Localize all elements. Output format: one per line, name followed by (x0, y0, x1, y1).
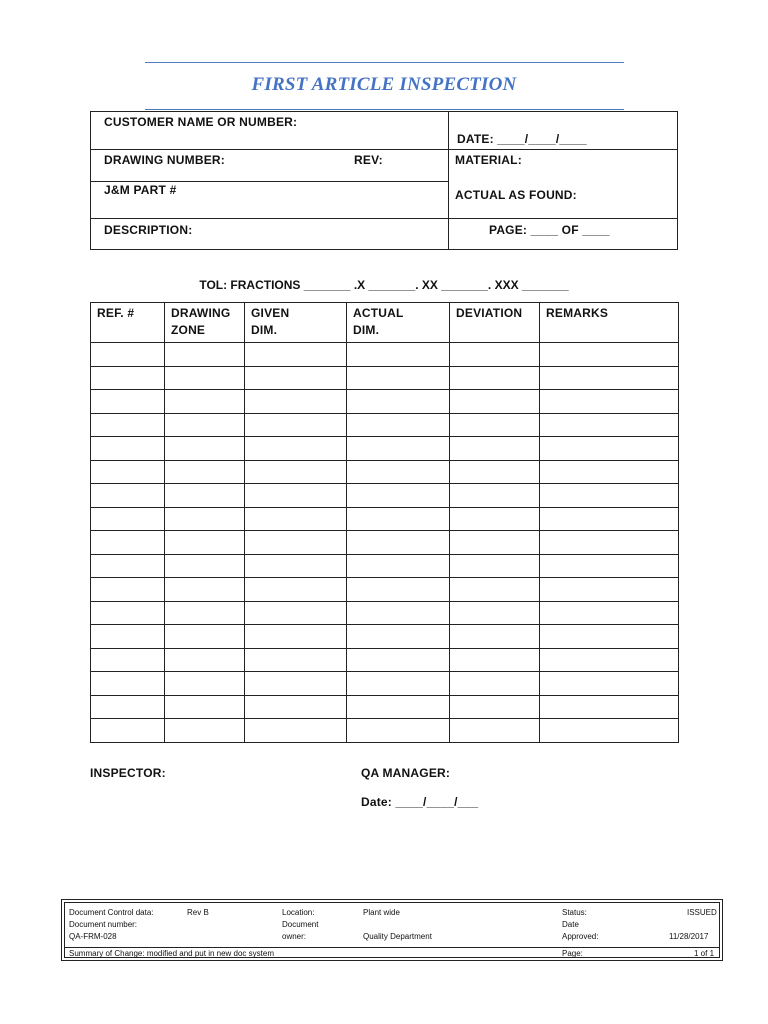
table-cell (91, 719, 165, 743)
approved-date: 11/28/2017 (669, 932, 709, 941)
table-cell (450, 343, 540, 367)
approved-label: Approved: (562, 932, 599, 941)
col-header-remarks: REMARKS (540, 303, 679, 343)
table-cell (450, 413, 540, 437)
col-header-drawing-zone: DRAWING ZONE (165, 303, 245, 343)
doc-number-label: Document number: (69, 920, 138, 929)
header-box (90, 111, 678, 250)
col-header-deviation: DEVIATION (450, 303, 540, 343)
table-cell (165, 460, 245, 484)
doc-number-value: QA-FRM-028 (69, 932, 117, 941)
table-cell (245, 601, 347, 625)
table-cell (347, 719, 450, 743)
table-cell (450, 507, 540, 531)
material-label: MATERIAL: (455, 153, 522, 167)
table-cell (347, 531, 450, 555)
table-cell (540, 437, 679, 461)
table-cell (91, 531, 165, 555)
table-cell (347, 672, 450, 696)
table-cell (450, 625, 540, 649)
table-cell (540, 366, 679, 390)
table-cell (165, 507, 245, 531)
table-cell (540, 554, 679, 578)
table-cell (91, 695, 165, 719)
table-cell (91, 648, 165, 672)
table-cell (540, 484, 679, 508)
header-rule-left-1 (91, 149, 448, 150)
table-cell (245, 390, 347, 414)
table-cell (165, 413, 245, 437)
qa-manager-label: QA MANAGER: (361, 766, 451, 780)
table-cell (450, 366, 540, 390)
table-row (91, 601, 679, 625)
signature-date-label: Date: ____/____/___ (361, 795, 479, 809)
title-rule (145, 109, 624, 110)
table-cell (165, 554, 245, 578)
table-cell (540, 460, 679, 484)
part-number-label: J&M PART # (104, 183, 177, 197)
status-label: Status: (562, 908, 587, 917)
table-cell (347, 695, 450, 719)
table-cell (245, 343, 347, 367)
header-rule-left-2 (91, 181, 448, 182)
inspection-table (90, 302, 679, 743)
location-value: Plant wide (363, 908, 400, 917)
table-cell (540, 343, 679, 367)
col-header-ref: REF. # (91, 303, 165, 343)
table-cell (245, 625, 347, 649)
location-label: Location: (282, 908, 315, 917)
col-header-given-dim: GIVEN DIM. (245, 303, 347, 343)
status-value: ISSUED (687, 908, 717, 917)
table-cell (245, 695, 347, 719)
table-cell (165, 648, 245, 672)
table-cell (540, 719, 679, 743)
table-cell (540, 695, 679, 719)
table-cell (165, 625, 245, 649)
table-row (91, 460, 679, 484)
table-cell (165, 366, 245, 390)
table-cell (347, 484, 450, 508)
table-cell (450, 648, 540, 672)
table-cell (245, 672, 347, 696)
table-cell (165, 672, 245, 696)
header-rule-3 (91, 218, 677, 219)
table-cell (91, 507, 165, 531)
table-cell (347, 601, 450, 625)
table-cell (450, 484, 540, 508)
table-cell (450, 719, 540, 743)
page-of-label: PAGE: ____ OF ____ (489, 223, 610, 237)
table-cell (450, 437, 540, 461)
inspector-label: INSPECTOR: (90, 766, 166, 780)
table-cell (540, 578, 679, 602)
table-row (91, 578, 679, 602)
page-value: 1 of 1 (694, 949, 715, 958)
doc-control-label: Document Control data: (69, 908, 154, 917)
table-cell (347, 437, 450, 461)
table-cell (347, 343, 450, 367)
table-cell (165, 601, 245, 625)
table-row (91, 648, 679, 672)
document-control-box (61, 899, 723, 961)
table-cell (91, 554, 165, 578)
table-cell (91, 578, 165, 602)
table-cell (91, 672, 165, 696)
owner-value: Quality Department (363, 932, 432, 941)
table-cell (450, 554, 540, 578)
table-cell (91, 366, 165, 390)
table-cell (165, 484, 245, 508)
table-cell (540, 413, 679, 437)
table-cell (91, 484, 165, 508)
table-cell (165, 531, 245, 555)
table-cell (245, 460, 347, 484)
description-label: DESCRIPTION: (104, 223, 193, 237)
table-cell (91, 437, 165, 461)
table-row (91, 554, 679, 578)
drawing-number-label: DRAWING NUMBER: (104, 153, 225, 167)
page-label: Page: (562, 949, 583, 958)
document-label: Document (282, 920, 319, 929)
table-cell (165, 695, 245, 719)
table-cell (91, 343, 165, 367)
table-cell (347, 390, 450, 414)
table-row (91, 719, 679, 743)
table-cell (245, 578, 347, 602)
table-cell (91, 601, 165, 625)
table-row (91, 366, 679, 390)
actual-as-found-label: ACTUAL AS FOUND: (455, 188, 577, 202)
table-cell (347, 413, 450, 437)
table-row (91, 507, 679, 531)
document-control-inner (64, 902, 720, 958)
table-row (91, 484, 679, 508)
table-cell (540, 601, 679, 625)
table-cell (245, 366, 347, 390)
table-cell (450, 695, 540, 719)
tolerance-line: TOL: FRACTIONS _______ .X _______. XX _______. XXX _______ (199, 278, 569, 292)
table-cell (245, 437, 347, 461)
table-row (91, 531, 679, 555)
table-cell (165, 719, 245, 743)
table-cell (91, 460, 165, 484)
table-row (91, 390, 679, 414)
table-cell (91, 413, 165, 437)
table-cell (450, 460, 540, 484)
table-cell (450, 578, 540, 602)
form-title: FIRST ARTICLE INSPECTION (251, 74, 517, 95)
table-cell (91, 390, 165, 414)
table-header-row (91, 303, 679, 343)
table-row (91, 672, 679, 696)
table-cell (347, 460, 450, 484)
header-divider (448, 112, 449, 249)
top-rule (145, 62, 624, 63)
customer-name-label: CUSTOMER NAME OR NUMBER: (104, 115, 298, 129)
table-cell (245, 719, 347, 743)
table-cell (245, 648, 347, 672)
table-cell (165, 343, 245, 367)
table-row (91, 625, 679, 649)
table-cell (347, 625, 450, 649)
table-cell (245, 507, 347, 531)
table-cell (347, 648, 450, 672)
table-cell (245, 484, 347, 508)
summary-divider (65, 947, 719, 948)
owner-label: owner: (282, 932, 307, 941)
table-cell (165, 578, 245, 602)
table-cell (165, 390, 245, 414)
table-cell (165, 437, 245, 461)
table-cell (540, 625, 679, 649)
date-label: Date (562, 920, 579, 929)
table-row (91, 413, 679, 437)
table-cell (245, 531, 347, 555)
table-row (91, 695, 679, 719)
table-cell (347, 507, 450, 531)
table-cell (245, 554, 347, 578)
table-body (91, 343, 679, 743)
table-row (91, 343, 679, 367)
table-cell (91, 625, 165, 649)
summary-of-change: Summary of Change: modified and put in new doc system (69, 949, 274, 958)
col-header-actual-dim: ACTUAL DIM. (347, 303, 450, 343)
table-cell (347, 366, 450, 390)
table-cell (450, 390, 540, 414)
date-field-label: DATE: ____/____/____ (457, 132, 587, 146)
table-cell (540, 672, 679, 696)
header-rule-right-1 (448, 149, 677, 150)
table-cell (450, 531, 540, 555)
table-row (91, 437, 679, 461)
rev-label: REV: (354, 153, 383, 167)
table-cell (450, 601, 540, 625)
table-cell (540, 648, 679, 672)
table-cell (347, 578, 450, 602)
doc-rev: Rev B (187, 908, 209, 917)
table-cell (540, 390, 679, 414)
table-cell (245, 413, 347, 437)
table-cell (347, 554, 450, 578)
table-cell (540, 531, 679, 555)
table-cell (540, 507, 679, 531)
table-cell (450, 672, 540, 696)
